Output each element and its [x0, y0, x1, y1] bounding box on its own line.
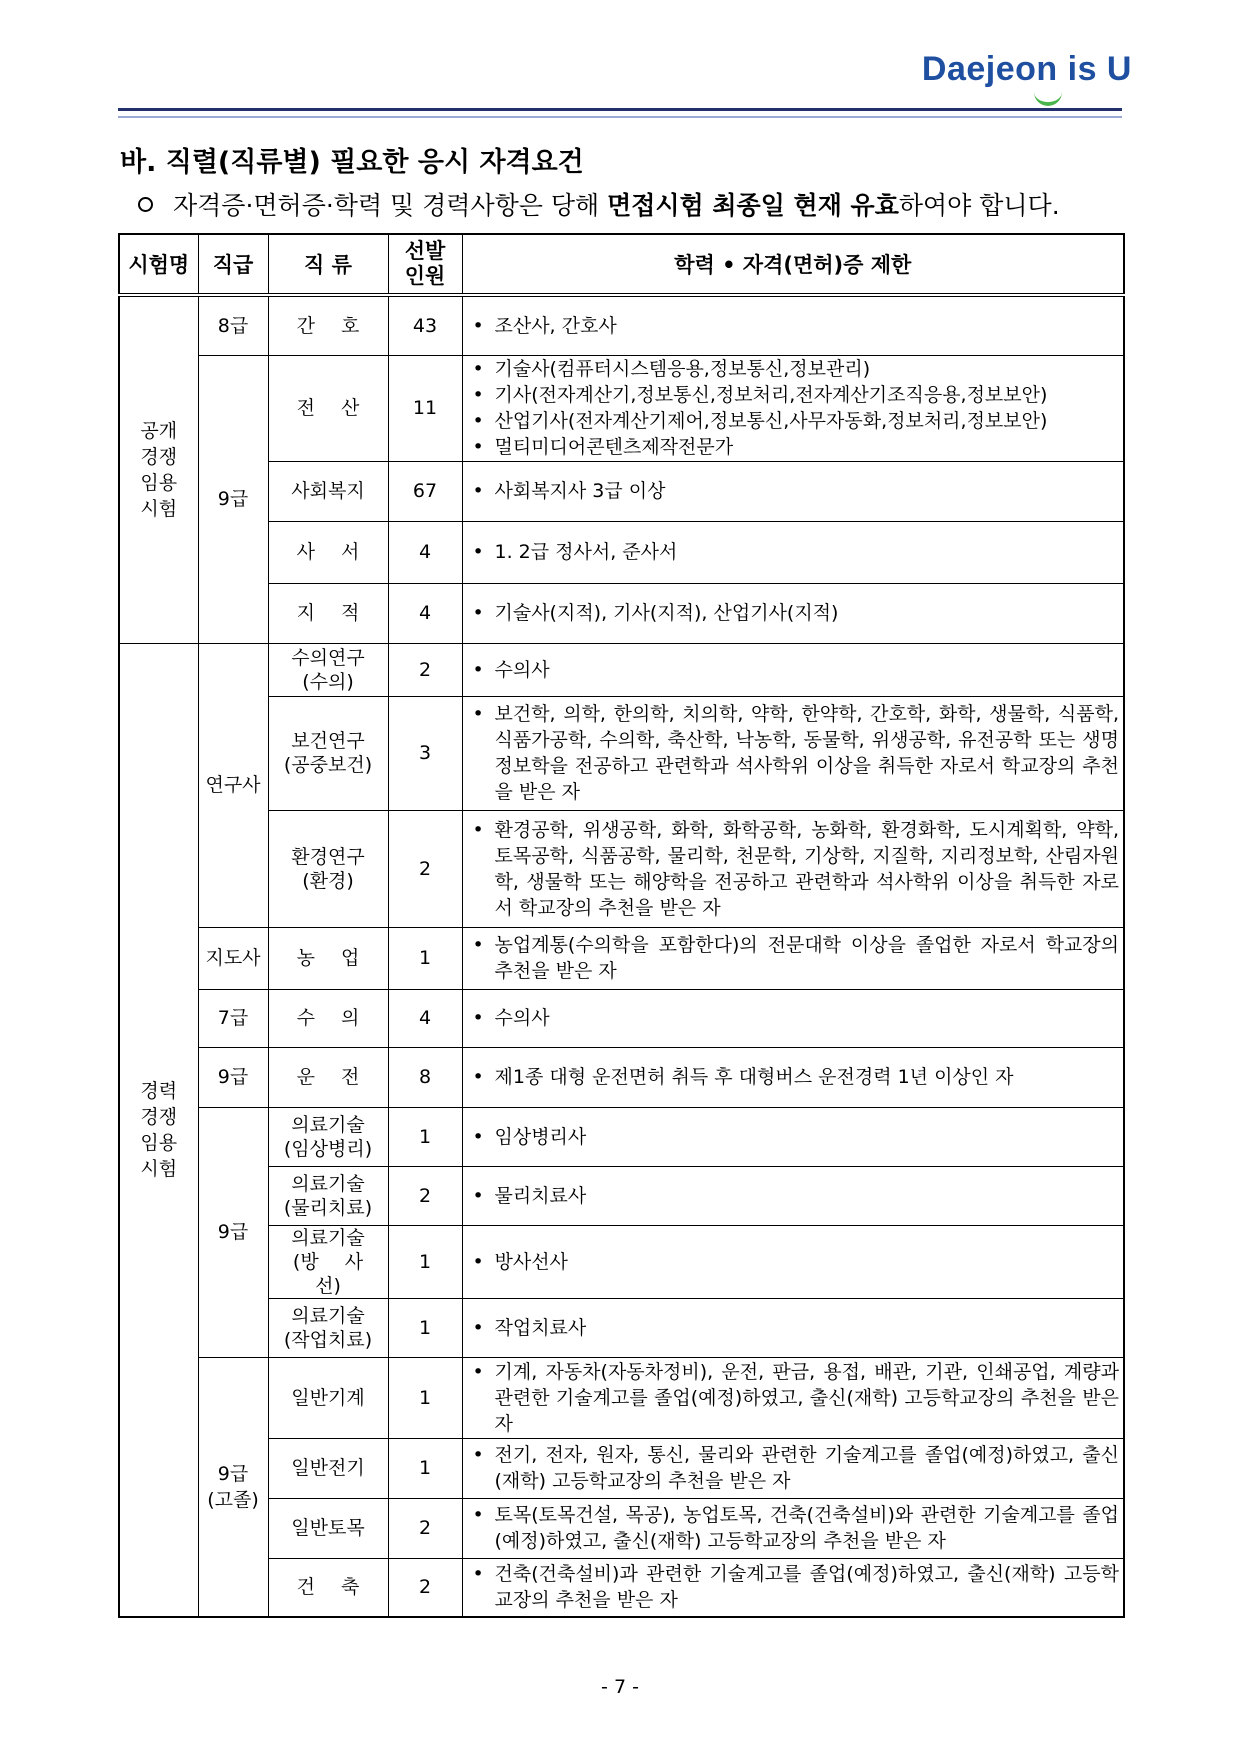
- requirement-cell: [462, 1047, 1124, 1107]
- count-cell: 3: [388, 696, 462, 810]
- job-cell: 수 의: [268, 989, 388, 1047]
- requirement-item: • 건축(건축설비)과 관련한 기술계고를 졸업(예정)하였고, 출신(재학) 고등학교장의 추천을 받은 자: [467, 1561, 1120, 1613]
- table-row: [119, 1225, 1124, 1298]
- note-post: 하여야 합니다.: [898, 191, 1060, 220]
- table-row: [119, 1498, 1124, 1558]
- table-row: [119, 696, 1124, 810]
- requirement-item: • 사회복지사 3급 이상: [467, 478, 1120, 504]
- job-cell: 일반전기: [268, 1438, 388, 1498]
- count-cell: 1: [388, 1438, 462, 1498]
- requirement-item: • 토목(토목건설, 목공), 농업토목, 건축(건축설비)와 관련한 기술계고를 졸업(예정)하였고, 출신(재학) 고등학교장의 추천을 받은 자: [467, 1502, 1120, 1554]
- job-cell: 사회복지: [268, 461, 388, 521]
- requirement-item: • 기술사(지적), 기사(지적), 산업기사(지적): [467, 600, 1120, 626]
- job-cell: 간 호: [268, 295, 388, 355]
- requirement-item: • 전기, 전자, 원자, 통신, 물리와 관련한 기술계고를 졸업(예정)하였고, 출신(재학) 고등학교장의 추천을 받은 자: [467, 1442, 1120, 1494]
- requirement-item: • 기사(전자계산기,정보통신,정보처리,전자계산기조직응용,정보보안): [467, 382, 1120, 408]
- grade-cell: 7급: [198, 989, 268, 1047]
- count-cell: 67: [388, 461, 462, 521]
- count-cell: 2: [388, 1166, 462, 1225]
- requirement-cell: [462, 1298, 1124, 1357]
- table-row: [119, 1047, 1124, 1107]
- qualification-note: [138, 186, 1060, 222]
- grade-cell: 9급: [198, 1047, 268, 1107]
- job-cell: 의료기술 (물리치료): [268, 1166, 388, 1225]
- count-cell: 2: [388, 810, 462, 927]
- job-cell: 수의연구 (수의): [268, 643, 388, 696]
- header-job: 직 류: [268, 234, 388, 295]
- grade-cell: 9급: [198, 1107, 268, 1357]
- requirement-item: • 수의사: [467, 1005, 1120, 1031]
- grade-cell: 9급: [198, 355, 268, 643]
- header-rule-thin: [118, 116, 1122, 118]
- requirement-cell: [462, 295, 1124, 355]
- table-row: [119, 1166, 1124, 1225]
- requirement-cell: [462, 461, 1124, 521]
- count-cell: 1: [388, 1107, 462, 1166]
- job-cell: 지 적: [268, 583, 388, 643]
- requirement-cell: [462, 355, 1124, 461]
- qualification-table: [118, 233, 1125, 1618]
- table-row: [119, 1357, 1124, 1438]
- requirement-cell: [462, 1107, 1124, 1166]
- requirement-item: • 수의사: [467, 657, 1120, 683]
- requirement-item: • 1. 2급 정사서, 준사서: [467, 539, 1120, 565]
- logo: Daejeon is U: [921, 50, 1132, 88]
- requirement-cell: [462, 1558, 1124, 1617]
- requirement-item: • 물리치료사: [467, 1183, 1120, 1209]
- requirement-cell: [462, 810, 1124, 927]
- job-cell: 농 업: [268, 927, 388, 989]
- job-cell: 전 산: [268, 355, 388, 461]
- table-row: [119, 1298, 1124, 1357]
- count-cell: 11: [388, 355, 462, 461]
- table-row: [119, 989, 1124, 1047]
- requirement-item: • 제1종 대형 운전면허 취득 후 대형버스 운전경력 1년 이상인 자: [467, 1064, 1120, 1090]
- job-cell: 일반토목: [268, 1498, 388, 1558]
- grade-cell: 지도사: [198, 927, 268, 989]
- logo-smile-icon: [1034, 92, 1062, 106]
- requirement-cell: [462, 696, 1124, 810]
- header-exam: 시험명: [119, 234, 198, 295]
- note-bold: 면접시험 최종일 현재 유효: [607, 191, 899, 220]
- requirement-cell: [462, 643, 1124, 696]
- requirement-cell: [462, 1498, 1124, 1558]
- count-cell: 1: [388, 1357, 462, 1438]
- requirement-item: • 임상병리사: [467, 1124, 1120, 1150]
- grade-cell: 연구사: [198, 643, 268, 927]
- requirement-item: • 기술사(컴퓨터시스템응용,정보통신,정보관리): [467, 356, 1120, 382]
- job-cell: 환경연구 (환경): [268, 810, 388, 927]
- grade-cell: 9급 (고졸): [198, 1357, 268, 1617]
- requirement-cell: [462, 583, 1124, 643]
- page-number: - 7 -: [601, 1676, 639, 1698]
- table-row: [119, 461, 1124, 521]
- requirement-cell: [462, 989, 1124, 1047]
- exam-group-open: 공개 경쟁 임용 시험: [119, 295, 198, 643]
- requirement-item: • 기계, 자동차(자동차정비), 운전, 판금, 용접, 배관, 기관, 인쇄공업, 계량과 관련한 기술계고를 졸업(예정)하였고, 출신(재학) 고등학교장의 추천을 받은 자: [467, 1359, 1120, 1437]
- table-row: [119, 355, 1124, 461]
- job-cell: 의료기술 (작업치료): [268, 1298, 388, 1357]
- count-cell: 4: [388, 583, 462, 643]
- requirement-item: • 농업계통(수의학을 포함한다)의 전문대학 이상을 졸업한 자로서 학교장의 추천을 받은 자: [467, 932, 1120, 984]
- count-cell: 2: [388, 1498, 462, 1558]
- job-cell: 일반기계: [268, 1357, 388, 1438]
- table-row: [119, 810, 1124, 927]
- requirement-cell: [462, 927, 1124, 989]
- grade-cell: 8급: [198, 295, 268, 355]
- job-cell: 의료기술 (임상병리): [268, 1107, 388, 1166]
- requirement-cell: [462, 1438, 1124, 1498]
- requirement-item: • 환경공학, 위생공학, 화학, 화학공학, 농화학, 환경화학, 도시계획학, 약학, 토목공학, 식품공학, 물리학, 천문학, 기상학, 지질학, 지리정보학, 산림자원학, 생물학 또는 해양학을 전공하고 관련학과 석사학위 이상을 취득한 자로서 학교장의 추천을 받은 자: [467, 817, 1120, 921]
- job-cell: 보건연구 (공중보건): [268, 696, 388, 810]
- header-grade: 직급: [198, 234, 268, 295]
- count-cell: 1: [388, 1298, 462, 1357]
- header-rule: [118, 108, 1122, 111]
- table-row: [119, 521, 1124, 583]
- requirement-item: • 조산사, 간호사: [467, 313, 1120, 339]
- header-count: 선발 인원: [388, 234, 462, 295]
- job-cell: 건 축: [268, 1558, 388, 1617]
- requirement-item: • 보건학, 의학, 한의학, 치의학, 약학, 한약학, 간호학, 화학, 생물학, 식품학, 식품가공학, 수의학, 축산학, 낙농학, 동물학, 위생공학, 유전공학 또는 생명정보학을 전공하고 관련학과 석사학위 이상을 취득한 자로서 학교장의 추천을 받은 자: [467, 701, 1120, 805]
- table-row: [119, 295, 1124, 355]
- requirement-cell: [462, 1225, 1124, 1298]
- count-cell: 43: [388, 295, 462, 355]
- count-cell: 8: [388, 1047, 462, 1107]
- table-row: [119, 643, 1124, 696]
- requirement-item: • 산업기사(전자계산기제어,정보통신,사무자동화,정보처리,정보보안): [467, 408, 1120, 434]
- requirement-cell: [462, 521, 1124, 583]
- count-cell: 2: [388, 643, 462, 696]
- count-cell: 4: [388, 521, 462, 583]
- job-cell: 운 전: [268, 1047, 388, 1107]
- table-header-row: [119, 234, 1124, 295]
- requirement-cell: [462, 1166, 1124, 1225]
- table-row: [119, 583, 1124, 643]
- note-pre: 자격증·면허증·학력 및 경력사항은 당해: [173, 191, 608, 220]
- requirement-item: • 작업치료사: [467, 1315, 1120, 1341]
- count-cell: 4: [388, 989, 462, 1047]
- requirement-item: • 멀티미디어콘텐츠제작전문가: [467, 434, 1120, 460]
- section-heading: 바. 직렬(직류별) 필요한 응시 자격요건: [120, 147, 584, 178]
- table-row: [119, 1107, 1124, 1166]
- count-cell: 1: [388, 1225, 462, 1298]
- job-cell: 사 서: [268, 521, 388, 583]
- count-cell: 1: [388, 927, 462, 989]
- header-req: 학력 • 자격(면허)증 제한: [462, 234, 1124, 295]
- requirement-cell: [462, 1357, 1124, 1438]
- table-row: [119, 927, 1124, 989]
- requirement-item: • 방사선사: [467, 1249, 1120, 1275]
- table-row: [119, 1438, 1124, 1498]
- circle-bullet-icon: [138, 197, 153, 212]
- table-row: [119, 1558, 1124, 1617]
- count-cell: 2: [388, 1558, 462, 1617]
- job-cell: 의료기술 (방 사 선): [268, 1225, 388, 1298]
- exam-group-career: 경력 경쟁 임용 시험: [119, 643, 198, 1617]
